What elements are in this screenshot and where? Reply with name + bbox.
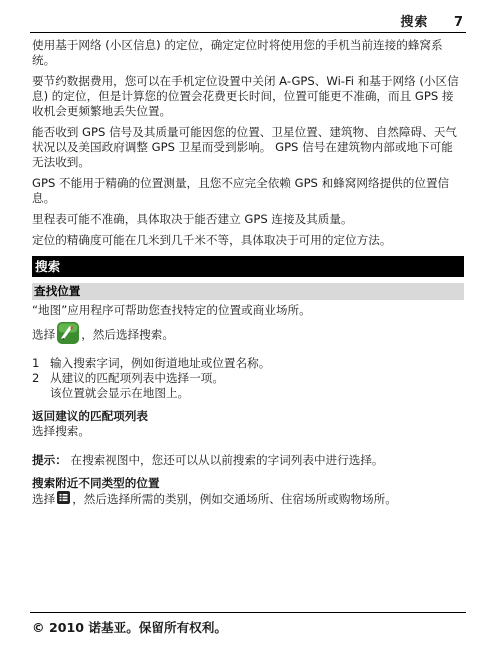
select-suffix: ，然后选择搜索。	[81, 327, 174, 342]
nearby-heading: 搜索附近不同类型的位置	[32, 476, 160, 490]
step-text: 输入搜索字词，例如街道地址或位置名称。	[50, 356, 271, 370]
intro-text: “地图”应用程序可帮助您查找特定的位置或商业场所。	[32, 303, 311, 317]
paragraph: 定位的精确度可能在几米到几千米不等，具体取决于可用的定位方法。	[32, 233, 392, 247]
return-text: 选择搜索。	[32, 424, 90, 438]
header-divider	[30, 32, 466, 33]
step-number: 1	[32, 356, 40, 370]
list-item	[32, 371, 464, 386]
section-heading: 搜索	[32, 256, 464, 277]
header-page-number: 7	[453, 15, 464, 30]
nearby-prefix: 选择	[32, 492, 56, 506]
steps-list	[32, 356, 464, 401]
step-number: 2	[32, 371, 40, 385]
paragraph: GPS 不能用于精确的位置测量，且您不应完全依赖 GPS 和蜂窝网络提供的位置信息。	[32, 176, 450, 205]
tip	[32, 453, 464, 468]
subsection-heading: 查找位置	[32, 283, 464, 300]
return-heading: 返回建议的匹配项列表	[32, 409, 148, 423]
page-header	[400, 11, 464, 30]
page-content	[32, 38, 464, 508]
maps-app-icon	[57, 322, 79, 348]
footer-divider	[30, 612, 466, 613]
header-section-title: 搜索	[400, 15, 429, 30]
nearby-suffix: ，然后选择所需的类别，例如交通场所、住宿场所或购物场所。	[72, 492, 397, 506]
tip-label: 提示：	[32, 453, 67, 467]
copyright-footer: © 2010 诺基亚。保留所有权利。	[32, 620, 227, 635]
tip-text: 在搜索视图中，您还可以从以前搜索的字词列表中进行选择。	[66, 453, 384, 467]
select-maps-instruction	[32, 322, 464, 348]
paragraph: 使用基于网络 (小区信息) 的定位，确定定位时将使用您的手机当前连接的蜂窝系统。	[32, 38, 443, 67]
paragraph: 里程表可能不准确，具体取决于能否建立 GPS 连接及其质量。	[32, 212, 353, 226]
step-text: 从建议的匹配项列表中选择一项。	[50, 371, 224, 385]
nearby-instruction	[32, 491, 464, 508]
step-note: 该位置就会显示在地图上。	[50, 386, 190, 400]
list-menu-icon	[57, 491, 70, 508]
select-prefix: 选择	[32, 327, 56, 342]
paragraph: 要节约数据费用，您可以在手机定位设置中关闭 A-GPS、Wi-Fi 和基于网络 (小区信息) 的定位，但是计算您的位置会花费更长时间，位置可能更不准确，而且 GPS 接收机会更频繁地丢失位置。	[32, 74, 459, 118]
paragraph: 能否收到 GPS 信号及其质量可能因您的位置、卫星位置、建筑物、自然障碍、天气状况以及美国政府调整 GPS 卫星而受到影响。 GPS 信号在建筑物内部或地下可能无法收到。	[32, 125, 457, 169]
list-item	[32, 356, 464, 371]
